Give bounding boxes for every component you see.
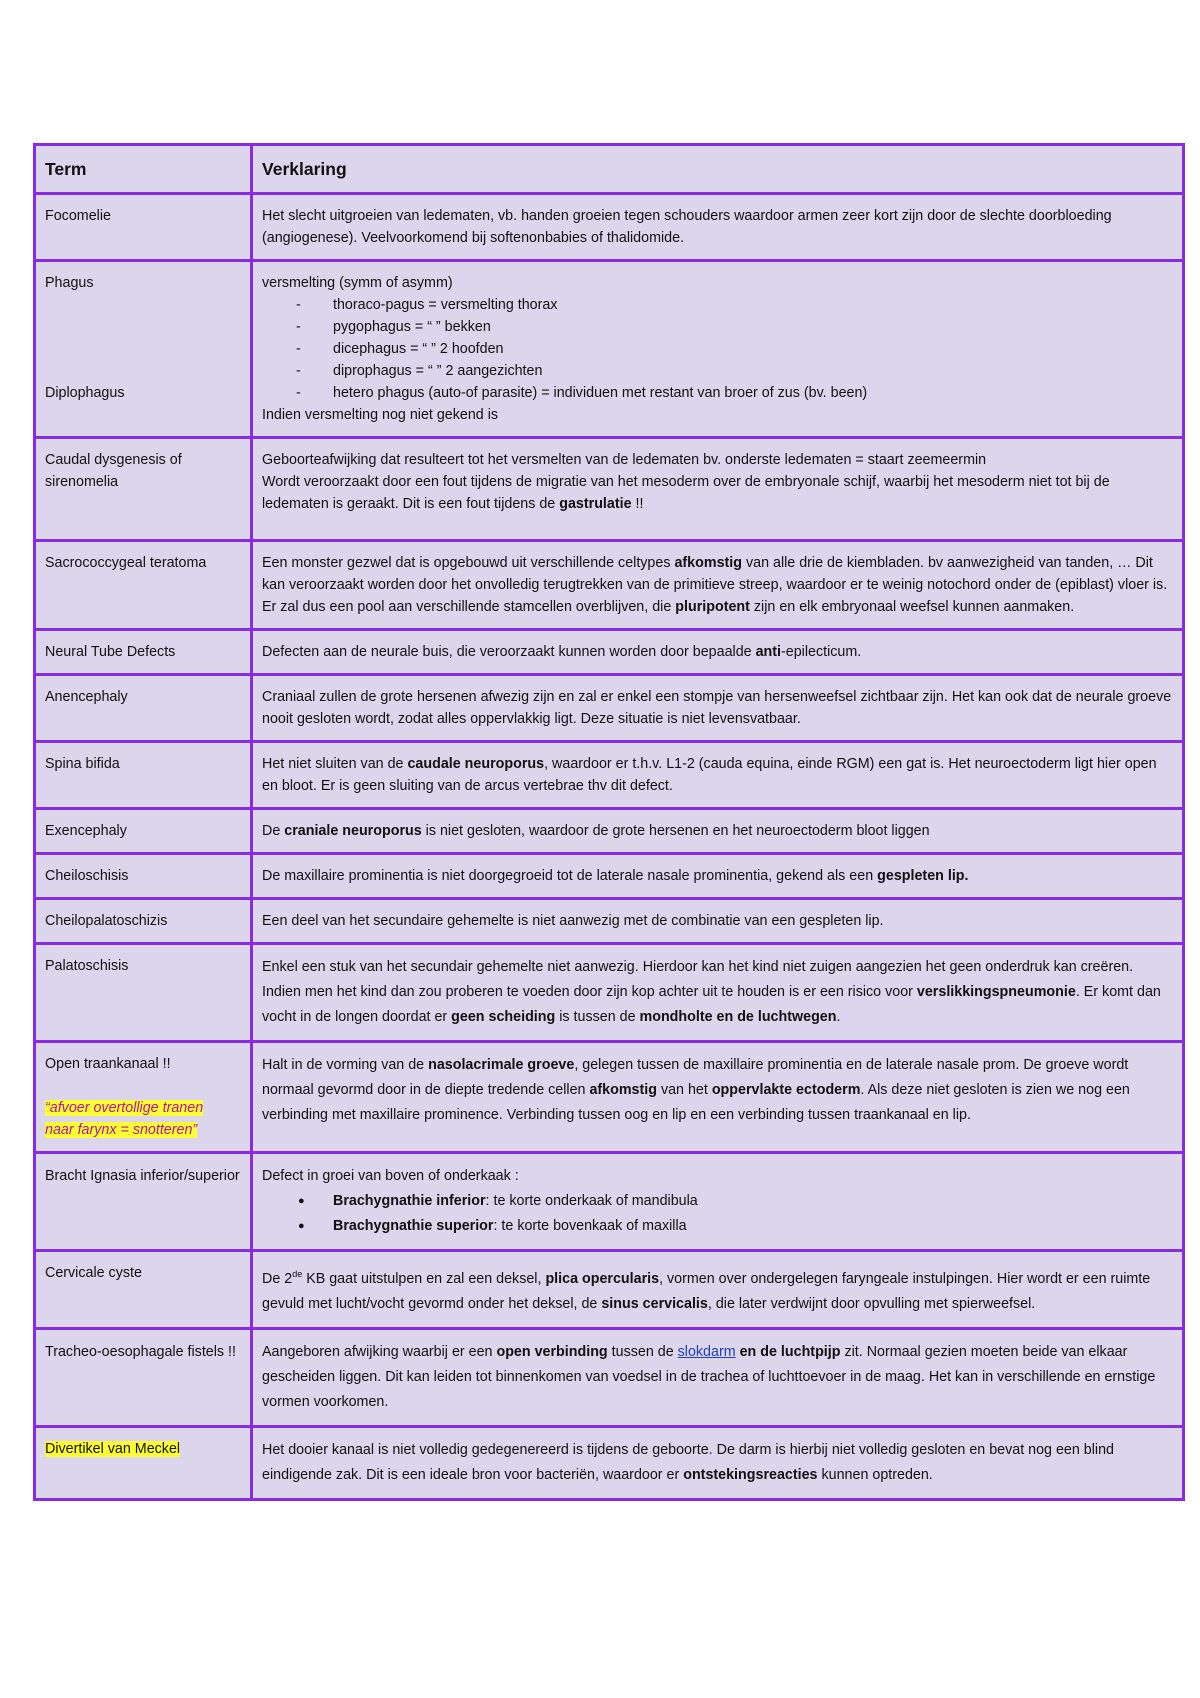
bold-term: afkomstig <box>674 555 742 571</box>
explanation-outro: Indien versmelting nog niet gekend is <box>262 407 499 423</box>
list-item: - dicephagus = “ ” 2 hoofden <box>262 338 1172 360</box>
explanation-cell <box>252 1426 1184 1499</box>
bold-term: en de luchtpijp <box>739 1343 841 1360</box>
text-run: , vormen over ondergelegen faryngeale instulpingen. Hier wordt er een ruimte gevuld met lucht/vocht gevormd onder het deksel, de <box>262 1270 1151 1312</box>
text-run: -epilecticum. <box>781 644 862 660</box>
explanation-intro: Defect in groei van boven of onderkaak : <box>262 1168 519 1184</box>
explanation-cell <box>252 1328 1184 1426</box>
explanation-cell: Een deel van het secundaire gehemelte is niet aanwezig met de combinatie van een gespleten lip. <box>252 899 1184 944</box>
text-run: De 2 <box>262 1270 293 1287</box>
list-item: - pygophagus = “ ” bekken <box>262 316 1172 338</box>
text-run: , waardoor er t.h.v. L1-2 (cauda equina, einde RGM) een gat is. Het neuroectoderm ligt hier open en bloot. Er is geen sluiting van de arcus vertebrae thv dit defect. <box>262 756 1157 794</box>
list-item: - hetero phagus (auto-of parasite) = individuen met restant van broer of zus (bv. been) <box>262 382 1172 404</box>
bold-term: pluripotent <box>675 599 750 615</box>
table-row <box>35 541 1184 630</box>
term-cell: Anencephaly <box>35 675 252 742</box>
table-row <box>35 438 1184 541</box>
text-run: Enkel een stuk van het secundair gehemelte niet aanwezig. Hierdoor kan het kind niet zuigen aangezien het geen onderdruk kan creëren. Indien men het kind dan zou proberen te voeden door zijn kop achter uit te houden is er een risico voor <box>262 959 1134 1000</box>
text-run: Wordt veroorzaakt door een fout tijdens de migratie van het mesoderm over de embryonale schijf, waarbij het mesoderm niet tot bij de ledematen is geraakt. Dit is een fout tijdens de <box>262 474 1110 512</box>
text-run: De <box>262 823 285 839</box>
bold-term: gastrulatie <box>559 496 632 512</box>
text-run: Het dooier kanaal is niet volledig gedegenereerd is tijdens de geboorte. De darm is hierbij niet volledig gesloten en bevat nog een blind eindigende zak. Dit is een ideale bron voor bacteriën, waardoor er <box>262 1441 1115 1483</box>
highlighted-note: “afvoer overtollige tranen naar farynx = snotteren” <box>45 1100 204 1138</box>
bold-term: mondholte en de luchtwegen <box>639 1009 837 1025</box>
term-text: Diplophagus <box>45 385 125 401</box>
definitions-table <box>33 143 1185 1501</box>
bold-term: anti <box>755 644 782 660</box>
bullet-list <box>262 1189 1172 1239</box>
table-row <box>35 854 1184 899</box>
table-row <box>35 742 1184 809</box>
text-run: De maxillaire prominentia is niet doorgegroeid tot de laterale nasale prominentia, gekend als een <box>262 868 878 884</box>
term-cell: Tracheo-oesophagale fistels !! <box>35 1328 252 1426</box>
term-cell: Focomelie <box>35 194 252 261</box>
bold-term: geen scheiding <box>451 1009 556 1025</box>
term-cell: Spina bifida <box>35 742 252 809</box>
explanation-cell <box>252 1153 1184 1251</box>
bold-term: gespleten lip. <box>877 868 969 884</box>
explanation-cell <box>252 261 1184 438</box>
explanation-cell <box>252 438 1184 541</box>
explanation-line: Geboorteafwijking dat resulteert tot het versmelten van de ledematen bv. onderste ledematen = staart zeemeermin <box>262 452 987 468</box>
table-row <box>35 630 1184 675</box>
explanation-intro: versmelting (symm of asymm) <box>262 275 453 291</box>
text-run: , die later verdwijnt door opvulling met spierweefsel. <box>707 1295 1036 1312</box>
table-row <box>35 1328 1184 1426</box>
text-run: zit. Normaal gezien moeten beide van elkaar gescheiden liggen. Dit kan leiden tot binnenkomen van voedsel in de trachea of luchttoevoer in de maag. Het kan in verschillende en ernstige vormen voorkomen. <box>262 1343 1156 1410</box>
text-run: : te korte bovenkaak of maxilla <box>493 1218 687 1234</box>
list-item <box>262 1189 1172 1214</box>
explanation-cell: Het slecht uitgroeien van ledematen, vb. handen groeien tegen schouders waardoor armen zeer kort zijn door de slechte doorbloeding (angiogenese). Veelvoorkomend bij softenonbabies of thalidomide. <box>252 194 1184 261</box>
term-cell: Cervicale cyste <box>35 1251 252 1329</box>
term-cell: Exencephaly <box>35 809 252 854</box>
explanation-cell <box>252 1042 1184 1153</box>
text-run: tussen de <box>607 1343 678 1360</box>
list-item <box>262 1214 1172 1239</box>
bold-term: Brachygnathie superior <box>333 1218 494 1234</box>
bold-term: afkomstig <box>589 1082 657 1098</box>
explanation-cell <box>252 1251 1184 1329</box>
text-run: is tussen de <box>555 1009 640 1025</box>
bold-term: oppervlakte ectoderm <box>711 1082 861 1098</box>
explanation-cell: Craniaal zullen de grote hersenen afwezig zijn en zal er enkel een stompje van hersenweefsel zichtbaar zijn. Het kan ook dat de neurale groeve nooit gesloten wordt, zodat alles oppervlakkig ligt. Deze situatie is niet levensvatbaar. <box>252 675 1184 742</box>
term-text: Open traankanaal !! <box>45 1056 171 1072</box>
explanation-cell <box>252 630 1184 675</box>
slokdarm-link[interactable]: slokdarm <box>677 1343 736 1360</box>
table-row <box>35 1042 1184 1153</box>
text-run: KB gaat uitstulpen en zal een deksel, <box>302 1270 546 1287</box>
text-run: Een monster gezwel dat is opgebouwd uit verschillende celtypes <box>262 555 675 571</box>
text-run: Defecten aan de neurale buis, die veroorzaakt kunnen worden door bepaalde <box>262 644 756 660</box>
text-run: kunnen optreden. <box>817 1466 933 1483</box>
header-explanation: Verklaring <box>252 145 1184 194</box>
list-item: - thoraco-pagus = versmelting thorax <box>262 294 1172 316</box>
text-run: Aangeboren afwijking waarbij er een <box>262 1343 497 1360</box>
term-cell: Sacrococcygeal teratoma <box>35 541 252 630</box>
text-run: . Als deze niet gesloten is zien we nog een verbinding met maxillaire prominence. Verbinding tussen oog en lip en een verbinding tussen traankanaal en lip. <box>262 1082 1130 1123</box>
explanation-cell <box>252 809 1184 854</box>
table-row <box>35 899 1184 944</box>
term-cell: Caudal dysgenesis of sirenomelia <box>35 438 252 541</box>
header-term: Term <box>35 145 252 194</box>
bold-term: caudale neuroporus <box>407 756 545 772</box>
table-row <box>35 1153 1184 1251</box>
text-run: Het niet sluiten van de <box>262 756 408 772</box>
term-cell: Bracht Ignasia inferior/superior <box>35 1153 252 1251</box>
text-run: . <box>836 1009 841 1025</box>
bold-term: sinus cervicalis <box>601 1295 708 1312</box>
explanation-cell <box>252 742 1184 809</box>
highlighted-term: Divertikel van Meckel <box>45 1440 181 1457</box>
term-cell: Neural Tube Defects <box>35 630 252 675</box>
term-cell: Cheilopalatoschizis <box>35 899 252 944</box>
text-run: Halt in de vorming van de <box>262 1057 429 1073</box>
term-cell <box>35 1042 252 1153</box>
table-row <box>35 675 1184 742</box>
text-run: !! <box>631 496 644 512</box>
bold-term: Brachygnathie inferior <box>333 1193 486 1209</box>
term-text: Phagus <box>45 275 94 291</box>
explanation-line <box>262 471 1172 515</box>
bold-term: plica opercularis <box>545 1270 660 1287</box>
bold-term: ontstekingsreacties <box>683 1466 818 1483</box>
table-row <box>35 1251 1184 1329</box>
superscript: de <box>292 1269 303 1279</box>
table-row <box>35 809 1184 854</box>
table-row <box>35 1426 1184 1499</box>
text-run: zijn en elk embryonaal weefsel kunnen aanmaken. <box>749 599 1075 615</box>
table-row <box>35 194 1184 261</box>
text-run: van het <box>656 1082 712 1098</box>
term-cell <box>35 261 252 438</box>
term-cell: Cheiloschisis <box>35 854 252 899</box>
bold-term: verslikkingspneumonie <box>916 984 1076 1000</box>
text-run: van alle drie de kiembladen. bv aanwezigheid van tanden, … Dit kan veroorzaakt worden door het onvolledig terugtrekken van de primitieve streep, waardoor er te weinig notochord onder de (epiblast) vloer is. Er zal dus een pool aan verschillende stamcellen overblijven, die <box>262 555 1168 615</box>
bold-term: open verbinding <box>496 1343 608 1360</box>
text-run: : te korte onderkaak of mandibula <box>485 1193 698 1209</box>
explanation-cell <box>252 944 1184 1042</box>
table-header-row <box>35 145 1184 194</box>
table-row <box>35 944 1184 1042</box>
explanation-cell <box>252 541 1184 630</box>
text-run: , gelegen tussen de maxillaire prominentia en de laterale nasale prom. De groeve wordt normaal gevormd door in de diepte tredende cellen <box>262 1057 1129 1098</box>
list-item: - diprophagus = “ ” 2 aangezichten <box>262 360 1172 382</box>
sub-list <box>262 294 1172 404</box>
text-run: . Er komt dan vocht in de longen doordat er <box>262 984 1161 1025</box>
bold-term: nasolacrimale groeve <box>428 1057 575 1073</box>
text-run: is niet gesloten, waardoor de grote hersenen en het neuroectoderm bloot liggen <box>421 823 930 839</box>
term-cell: Palatoschisis <box>35 944 252 1042</box>
bold-term: craniale neuroporus <box>284 823 422 839</box>
explanation-cell <box>252 854 1184 899</box>
table-row <box>35 261 1184 438</box>
term-cell <box>35 1426 252 1499</box>
